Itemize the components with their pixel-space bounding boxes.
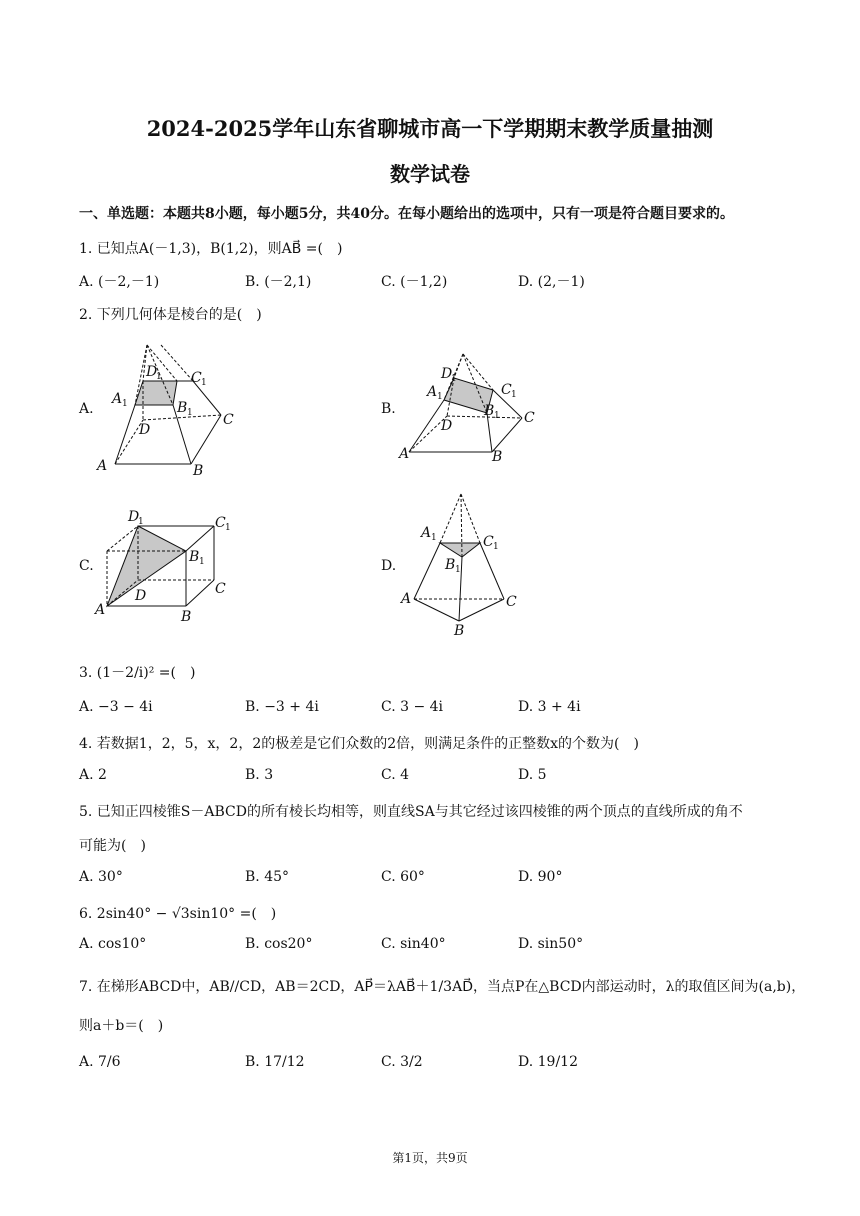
page-title: 2024-2025学年山东省聊城市高一下学期期末教学质量抽测 xyxy=(146,116,714,141)
q1-option-b: B. (－2,1) xyxy=(245,274,312,290)
question-1: 1. 已知点A(－1,3)，B(1,2)，则AB⃗ =( ) xyxy=(79,241,343,257)
q1-option-a: A. (－2,－1) xyxy=(79,274,160,290)
svg-text:B: B xyxy=(189,549,200,565)
svg-text:1: 1 xyxy=(437,392,443,402)
svg-text:D: D xyxy=(441,418,453,434)
q3-option-a: A. −3 − 4i xyxy=(79,699,153,715)
svg-text:B: B xyxy=(177,400,188,416)
svg-text:C: C xyxy=(191,370,202,386)
figure-c-solid xyxy=(93,505,243,631)
q5-option-a: A. 30° xyxy=(79,869,123,885)
svg-text:1: 1 xyxy=(455,565,461,575)
question-3: 3. (1－2/i)² =( ) xyxy=(79,665,196,681)
q5-option-d: D. 90° xyxy=(518,869,563,885)
svg-text:A: A xyxy=(112,391,123,407)
svg-text:1: 1 xyxy=(156,372,162,382)
svg-text:A: A xyxy=(399,446,410,462)
svg-text:1: 1 xyxy=(431,533,437,543)
svg-text:B: B xyxy=(492,449,503,465)
svg-text:A: A xyxy=(421,525,432,541)
figure-d-solid xyxy=(397,490,537,644)
svg-text:1: 1 xyxy=(451,374,457,384)
svg-text:1: 1 xyxy=(493,542,499,552)
q4-option-a: A. 2 xyxy=(79,767,107,783)
question-5: 5. 已知正四棱锥S－ABCD的所有棱长均相等，则直线SA与其它经过该四棱锥的两个顶点的直线所成的角不 xyxy=(79,804,743,820)
svg-text:A: A xyxy=(95,602,106,618)
q1-option-d: D. (2,－1) xyxy=(518,274,585,290)
svg-text:1: 1 xyxy=(138,517,144,527)
q7-option-c: C. 3/2 xyxy=(381,1054,423,1070)
section-heading: 一、单选题：本题共8小题，每小题5分，共40分。在每小题给出的选项中，只有一项是符合题目要求的。 xyxy=(79,206,734,222)
q5-option-c: C. 60° xyxy=(381,869,425,885)
svg-text:B: B xyxy=(484,403,495,419)
question-5-continued: 可能为( ) xyxy=(79,838,146,854)
q6-option-d: D. sin50° xyxy=(518,936,584,952)
figure-b-solid xyxy=(397,348,547,472)
svg-text:A: A xyxy=(427,384,438,400)
svg-text:C: C xyxy=(506,594,517,610)
svg-text:D: D xyxy=(146,364,158,380)
page-subtitle: 数学试卷 xyxy=(390,162,470,186)
svg-text:1: 1 xyxy=(511,390,517,400)
svg-text:D: D xyxy=(139,422,151,438)
svg-text:D: D xyxy=(441,366,453,382)
q2-option-c: C. xyxy=(79,558,94,574)
svg-text:B: B xyxy=(193,463,204,479)
q7-option-b: B. 17/12 xyxy=(245,1054,305,1070)
q7-option-a: A. 7/6 xyxy=(79,1054,121,1070)
q6-option-a: A. cos10° xyxy=(79,936,147,952)
q2-option-d: D. xyxy=(381,558,397,574)
q7-option-d: D. 19/12 xyxy=(518,1054,578,1070)
q5-option-b: B. 45° xyxy=(245,869,290,885)
question-4: 4. 若数据1，2，5，x，2，2的极差是它们众数的2倍，则满足条件的正整数x的个数为( ) xyxy=(79,736,639,752)
q3-option-c: C. 3 − 4i xyxy=(381,699,444,715)
svg-text:C: C xyxy=(215,515,226,531)
question-6: 6. 2sin40° − √3sin10° =( ) xyxy=(79,906,277,922)
question-2: 2. 下列几何体是棱台的是( ) xyxy=(79,307,262,323)
svg-text:C: C xyxy=(501,382,512,398)
svg-text:C: C xyxy=(223,412,234,428)
svg-text:A: A xyxy=(401,591,412,607)
q3-option-d: D. 3 + 4i xyxy=(518,699,581,715)
svg-text:1: 1 xyxy=(494,411,500,421)
svg-text:A: A xyxy=(97,458,108,474)
q4-option-c: C. 4 xyxy=(381,767,410,783)
page-footer: 第1页，共9页 xyxy=(392,1151,468,1165)
svg-text:B: B xyxy=(454,623,465,639)
q6-option-c: C. sin40° xyxy=(381,936,446,952)
svg-text:B: B xyxy=(181,609,192,625)
q2-option-b: B. xyxy=(381,401,396,417)
svg-text:C: C xyxy=(215,581,226,597)
svg-text:C: C xyxy=(483,534,494,550)
svg-text:1: 1 xyxy=(122,399,128,409)
q2-option-a: A. xyxy=(79,401,94,417)
svg-text:1: 1 xyxy=(187,408,193,418)
q4-option-b: B. 3 xyxy=(245,767,274,783)
svg-text:D: D xyxy=(135,588,147,604)
q1-option-c: C. (－1,2) xyxy=(381,274,448,290)
svg-text:1: 1 xyxy=(199,557,205,567)
q3-option-b: B. −3 + 4i xyxy=(245,699,319,715)
q4-option-d: D. 5 xyxy=(518,767,547,783)
svg-text:B: B xyxy=(445,557,456,573)
figure-a-solid xyxy=(95,340,255,484)
svg-text:C: C xyxy=(524,410,535,426)
svg-text:1: 1 xyxy=(225,523,231,533)
svg-text:1: 1 xyxy=(201,378,207,388)
question-7: 7. 在梯形ABCD中，AB//CD，AB＝2CD，AP⃗＝λAB⃗＋1/3AD⃗，当点P在△BCD内部运动时，λ的取值区间为(a,b)， xyxy=(79,979,806,995)
question-7-continued: 则a＋b＝( ) xyxy=(79,1018,164,1034)
svg-text:D: D xyxy=(128,509,140,525)
q6-option-b: B. cos20° xyxy=(245,936,313,952)
